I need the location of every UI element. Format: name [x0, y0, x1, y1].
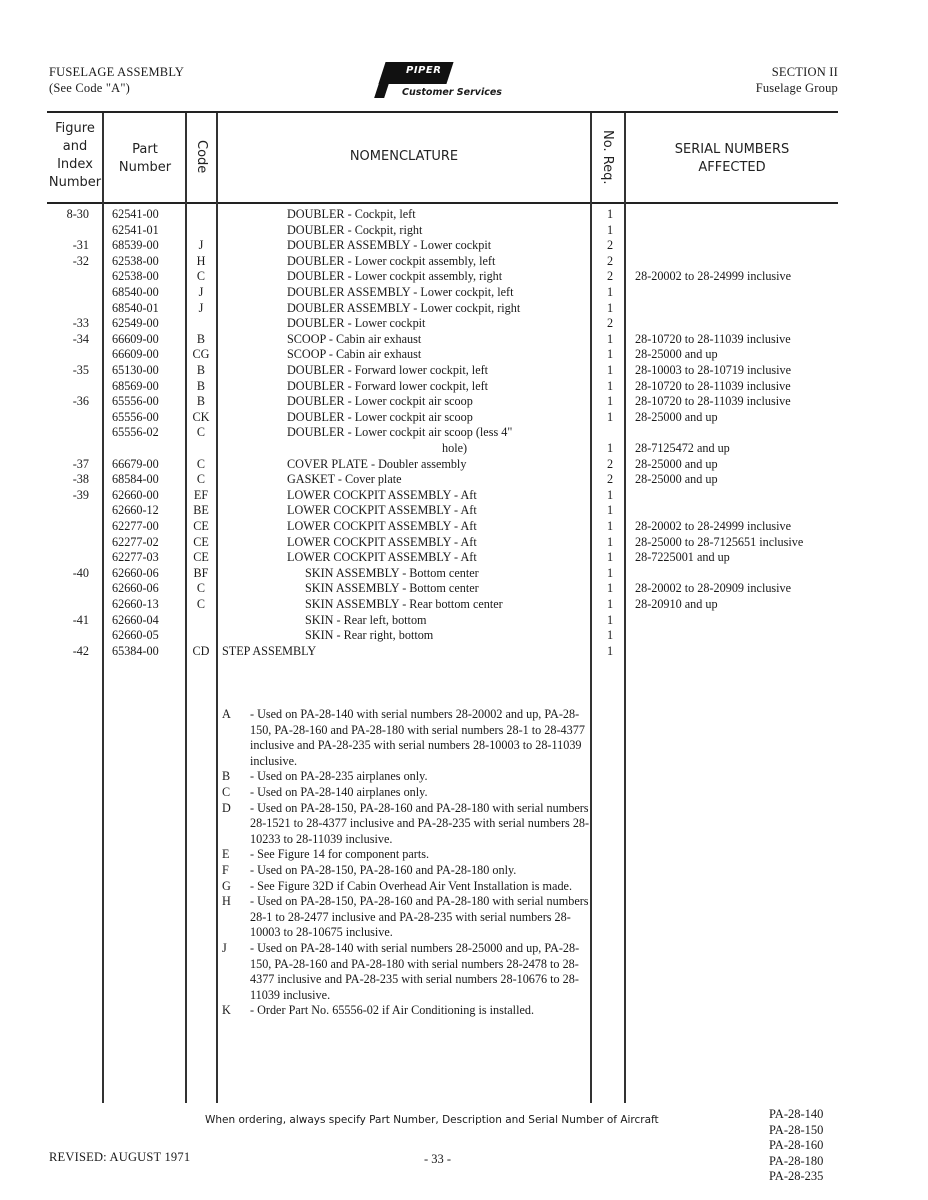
note-text: - Order Part No. 65556-02 if Air Conditioning is installed.	[250, 1003, 535, 1018]
nomenclature-cell: LOWER COCKPIT ASSEMBLY - Aft	[287, 534, 477, 549]
quantity-cell: 1	[606, 519, 614, 533]
code-cell: CK	[192, 409, 210, 424]
table-row	[0, 284, 928, 300]
table-row	[0, 237, 928, 253]
serial-range-cell: 28-20910 and up	[635, 597, 718, 611]
part-number-cell: 68540-00	[112, 285, 159, 299]
nomenclature-cell: SKIN ASSEMBLY - Bottom center	[305, 581, 479, 596]
figure-index-cell: -35	[72, 363, 89, 377]
note-key: H	[222, 894, 231, 909]
note-text: - See Figure 32D if Cabin Overhead Air Vent Installation is made.	[250, 878, 572, 893]
quantity-cell: 1	[606, 487, 614, 502]
figure-index-cell: -37	[72, 456, 89, 471]
ordering-instruction: When ordering, always specify Part Number, Description and Serial Number of Aircraft	[205, 1114, 659, 1126]
note-key: G	[222, 878, 231, 893]
figure-index-cell: -40	[72, 565, 89, 580]
page-number: - 33 -	[424, 1152, 452, 1166]
serial-range-cell: 28-20002 to 28-24999 inclusive	[635, 519, 792, 533]
code-cell: B	[196, 394, 206, 409]
table-row	[0, 580, 928, 596]
table-row	[0, 222, 928, 238]
part-number-cell: 62660-04	[112, 612, 159, 627]
note-text: - Used on PA-28-150, PA-28-160 and PA-28-180 only.	[250, 862, 517, 877]
nomenclature-cell: DOUBLER ASSEMBLY - Lower cockpit	[287, 238, 492, 253]
code-cell: C	[196, 269, 206, 284]
code-cell: CE	[193, 534, 209, 549]
nomenclature-cell: SCOOP - Cabin air exhaust	[287, 331, 422, 346]
code-cell: C	[196, 425, 206, 440]
code-cell: H	[196, 253, 206, 268]
figure-index-cell: -31	[72, 238, 89, 253]
note-item	[222, 785, 592, 801]
serial-range-cell: 28-20002 to 28-20909 inclusive	[635, 581, 792, 596]
table-row	[0, 643, 928, 659]
note-text: - Used on PA-28-140 airplanes only.	[250, 784, 428, 799]
code-cell: J	[198, 300, 204, 315]
quantity-cell: 1	[606, 550, 614, 565]
table-row	[0, 268, 928, 284]
nomenclature-cell: COVER PLATE - Doubler assembly	[287, 456, 467, 471]
code-cell: CG	[192, 347, 210, 362]
part-number-cell: 62660-06	[112, 581, 159, 596]
table-row	[0, 315, 928, 331]
col-header-no-req: No. Req.	[600, 130, 615, 185]
quantity-cell: 2	[606, 269, 614, 284]
table-row	[0, 346, 928, 362]
part-number-cell: 66679-00	[112, 456, 159, 471]
serial-range-cell: 28-25000 and up	[635, 409, 718, 424]
note-item	[222, 863, 592, 879]
table-row	[0, 565, 928, 581]
table-row	[0, 487, 928, 503]
table-row	[0, 300, 928, 316]
part-number-cell: 62660-00	[112, 487, 159, 502]
nomenclature-cell: LOWER COCKPIT ASSEMBLY - Aft	[287, 487, 477, 502]
table-row	[0, 424, 928, 440]
section-code-note: (See Code "A")	[49, 81, 131, 95]
serial-range-cell: 28-10720 to 28-11039 inclusive	[635, 378, 791, 393]
nomenclature-cell: DOUBLER - Lower cockpit assembly, left	[287, 253, 496, 268]
part-number-cell: 68569-00	[112, 378, 159, 393]
part-number-cell: 66609-00	[112, 331, 159, 346]
figure-index-cell: -39	[72, 487, 89, 502]
part-number-cell: 62541-00	[112, 207, 159, 221]
part-number-cell: 62549-00	[112, 316, 159, 331]
table-row	[0, 518, 928, 534]
quantity-cell: 1	[606, 409, 614, 424]
piper-logo	[378, 60, 508, 100]
nomenclature-cell: SKIN - Rear left, bottom	[305, 612, 427, 627]
table-top-rule	[47, 111, 838, 113]
quantity-cell: 2	[606, 316, 614, 331]
quantity-cell: 2	[606, 456, 614, 471]
figure-index-cell: -34	[72, 331, 89, 346]
table-row	[0, 456, 928, 472]
nomenclature-cell: DOUBLER - Forward lower cockpit, left	[287, 378, 489, 393]
part-number-cell: 62660-06	[112, 565, 159, 580]
note-item	[222, 707, 592, 769]
figure-index-cell: -42	[72, 643, 89, 658]
quantity-cell: 1	[606, 628, 614, 643]
quantity-cell: 1	[606, 347, 614, 362]
part-number-cell: 65556-00	[112, 394, 159, 409]
note-item	[222, 1003, 592, 1019]
serial-range-cell: 28-25000 to 28-7125651 inclusive	[635, 534, 804, 549]
note-text: - Used on PA-28-150, PA-28-160 and PA-28-180 with serial numbers 28-1 to 28-2477 inclusive and PA-28-235 with serial numbers 28-10003 to 28-10675 inclusive.	[250, 894, 589, 940]
figure-index-cell: -32	[72, 253, 89, 268]
nomenclature-cell: DOUBLER - Lower cockpit air scoop (less 4"	[287, 425, 513, 440]
quantity-cell: 1	[606, 581, 614, 596]
part-number-cell: 68584-00	[112, 472, 159, 487]
nomenclature-cell: SKIN ASSEMBLY - Rear bottom center	[305, 597, 503, 611]
revision-date: REVISED: AUGUST 1971	[49, 1150, 191, 1164]
quantity-cell: 1	[606, 207, 614, 221]
part-number-cell: 62541-01	[112, 222, 159, 237]
figure-index-cell: 8-30	[66, 207, 89, 221]
col-header-code: Code	[194, 140, 209, 174]
table-row	[0, 502, 928, 518]
note-item	[222, 879, 592, 895]
table-header-rule	[47, 202, 838, 204]
part-number-cell: 62277-03	[112, 550, 159, 565]
nomenclature-cell: DOUBLER - Lower cockpit	[287, 316, 426, 331]
table-row	[0, 534, 928, 550]
table-row	[0, 253, 928, 269]
table-row	[0, 331, 928, 347]
model-list: PA-28-140 PA-28-150 PA-28-160 PA-28-180 PA-28-235	[769, 1107, 824, 1184]
part-number-cell: 65384-00	[112, 643, 159, 658]
quantity-cell: 1	[606, 441, 614, 455]
quantity-cell: 2	[606, 472, 614, 487]
table-row	[0, 612, 928, 628]
serial-range-cell: 28-25000 and up	[635, 472, 718, 487]
nomenclature-cell: DOUBLER - Cockpit, right	[287, 222, 423, 237]
part-number-cell: 68540-01	[112, 300, 159, 315]
table-row	[0, 393, 928, 409]
quantity-cell: 1	[606, 565, 614, 580]
table-row	[0, 440, 928, 456]
note-key: K	[222, 1003, 231, 1018]
nomenclature-cell: SCOOP - Cabin air exhaust	[287, 347, 422, 362]
code-cell: B	[196, 363, 206, 377]
col-header-part: Part Number	[118, 142, 172, 175]
note-text: - Used on PA-28-235 airplanes only.	[250, 769, 428, 784]
header-right	[756, 64, 838, 96]
code-cell: C	[196, 581, 206, 596]
nomenclature-cell: STEP ASSEMBLY	[222, 643, 317, 658]
figure-index-cell: -36	[72, 394, 89, 409]
note-text: - Used on PA-28-140 with serial numbers 28-20002 and up, PA-28-150, PA-28-160 and PA-28-180 with serial numbers 28-1 to 28-4377 inclusive and PA-28-235 with serial numbers 28-10003 to 28-11039 inclusive.	[250, 707, 585, 768]
table-row	[0, 362, 928, 378]
part-number-cell: 65556-02	[112, 425, 159, 440]
note-key: J	[222, 940, 227, 955]
quantity-cell: 1	[606, 643, 614, 658]
quantity-cell: 1	[606, 378, 614, 393]
section-title: FUSELAGE ASSEMBLY	[49, 65, 185, 79]
part-number-cell: 62660-13	[112, 597, 159, 611]
note-item	[222, 894, 592, 941]
nomenclature-cell: hole)	[442, 441, 468, 455]
code-cell: BE	[193, 503, 209, 518]
quantity-cell: 1	[606, 222, 614, 237]
quantity-cell: 2	[606, 238, 614, 253]
note-key: B	[222, 769, 231, 784]
part-number-cell: 62277-02	[112, 534, 159, 549]
table-row	[0, 206, 928, 222]
table-row	[0, 378, 928, 394]
quantity-cell: 1	[606, 597, 614, 611]
part-number-cell: 65130-00	[112, 363, 159, 377]
note-item	[222, 769, 592, 785]
nomenclature-cell: DOUBLER - Lower cockpit air scoop	[287, 409, 473, 424]
serial-range-cell: 28-25000 and up	[635, 456, 718, 471]
part-number-cell: 62277-00	[112, 519, 159, 533]
code-cell: EF	[193, 487, 209, 502]
quantity-cell: 1	[606, 503, 614, 518]
nomenclature-cell: DOUBLER ASSEMBLY - Lower cockpit, right	[287, 300, 521, 315]
figure-index-cell: -38	[72, 472, 89, 487]
serial-range-cell: 28-20002 to 28-24999 inclusive	[635, 269, 792, 284]
nomenclature-cell: DOUBLER - Lower cockpit air scoop	[287, 394, 473, 409]
code-cell: CD	[192, 643, 210, 658]
table-row	[0, 409, 928, 425]
nomenclature-cell: SKIN - Rear right, bottom	[305, 628, 434, 643]
quantity-cell: 2	[606, 253, 614, 268]
table-row	[0, 471, 928, 487]
serial-range-cell: 28-10720 to 28-11039 inclusive	[635, 394, 791, 409]
quantity-cell: 1	[606, 300, 614, 315]
note-key: D	[222, 800, 231, 815]
note-text: - Used on PA-28-140 with serial numbers 28-25000 and up, PA-28-150, PA-28-160 and PA-28-180 with serial numbers 28-2478 to 28-4377 inclusive and PA-28-235 with serial numbers 28-10676 to 28-11039 inclusive.	[250, 940, 580, 1002]
figure-index-cell: -41	[72, 612, 89, 627]
part-number-cell: 68539-00	[112, 238, 159, 253]
part-number-cell: 66609-00	[112, 347, 159, 362]
header-left	[49, 64, 184, 96]
note-item	[222, 941, 592, 1003]
nomenclature-cell: DOUBLER - Cockpit, left	[287, 207, 416, 221]
code-cell: BF	[193, 565, 209, 580]
quantity-cell: 1	[606, 331, 614, 346]
note-key: E	[222, 847, 230, 862]
nomenclature-cell: LOWER COCKPIT ASSEMBLY - Aft	[287, 503, 477, 518]
section-number: SECTION II	[771, 65, 838, 79]
code-cell: C	[196, 456, 206, 471]
logo-brand-text: PIPER	[406, 65, 442, 76]
serial-range-cell: 28-7125472 and up	[635, 441, 730, 455]
quantity-cell: 1	[606, 534, 614, 549]
serial-range-cell: 28-10003 to 28-10719 inclusive	[635, 363, 792, 377]
quantity-cell: 1	[606, 363, 614, 377]
part-number-cell: 65556-00	[112, 409, 159, 424]
figure-index-cell: -33	[72, 316, 89, 331]
logo-subtitle: Customer Services	[402, 87, 502, 98]
code-cell: B	[196, 378, 206, 393]
code-notes	[222, 707, 592, 1019]
code-cell: B	[196, 331, 206, 346]
table-row	[0, 549, 928, 565]
code-cell: CE	[193, 550, 209, 565]
serial-range-cell: 28-10720 to 28-11039 inclusive	[635, 331, 791, 346]
note-key: F	[222, 862, 229, 877]
col-header-nomenclature: NOMENCLATURE	[349, 149, 459, 164]
code-cell: CE	[193, 519, 209, 533]
note-key: A	[222, 707, 231, 721]
note-item	[222, 847, 592, 863]
quantity-cell: 1	[606, 285, 614, 299]
note-key: C	[222, 784, 231, 799]
part-number-cell: 62538-00	[112, 253, 159, 268]
note-item	[222, 801, 592, 848]
col-header-figure: Figure and Index Number	[48, 121, 102, 190]
nomenclature-cell: LOWER COCKPIT ASSEMBLY - Aft	[287, 519, 477, 533]
col-header-serial: SERIAL NUMBERS AFFECTED	[674, 142, 790, 175]
quantity-cell: 1	[606, 394, 614, 409]
quantity-cell: 1	[606, 612, 614, 627]
nomenclature-cell: DOUBLER - Lower cockpit assembly, right	[287, 269, 503, 284]
serial-range-cell: 28-7225001 and up	[635, 550, 730, 565]
code-cell: J	[198, 285, 204, 299]
code-cell: J	[198, 238, 204, 253]
table-row	[0, 596, 928, 612]
code-cell: C	[196, 597, 206, 611]
section-group: Fuselage Group	[755, 81, 838, 95]
part-number-cell: 62660-12	[112, 503, 159, 518]
part-number-cell: 62538-00	[112, 269, 159, 284]
nomenclature-cell: GASKET - Cover plate	[287, 472, 402, 487]
nomenclature-cell: LOWER COCKPIT ASSEMBLY - Aft	[287, 550, 477, 565]
nomenclature-cell: DOUBLER ASSEMBLY - Lower cockpit, left	[287, 285, 514, 299]
table-row	[0, 627, 928, 643]
nomenclature-cell: SKIN ASSEMBLY - Bottom center	[305, 565, 479, 580]
serial-range-cell: 28-25000 and up	[635, 347, 718, 362]
note-text: - See Figure 14 for component parts.	[250, 847, 430, 862]
note-text: - Used on PA-28-150, PA-28-160 and PA-28-180 with serial numbers 28-1521 to 28-4377 inclusive and PA-28-235 with serial numbers 28-10233 to 28-11039 inclusive.	[250, 800, 590, 846]
nomenclature-cell: DOUBLER - Forward lower cockpit, left	[287, 363, 489, 377]
code-cell: C	[196, 472, 206, 487]
part-number-cell: 62660-05	[112, 628, 159, 643]
